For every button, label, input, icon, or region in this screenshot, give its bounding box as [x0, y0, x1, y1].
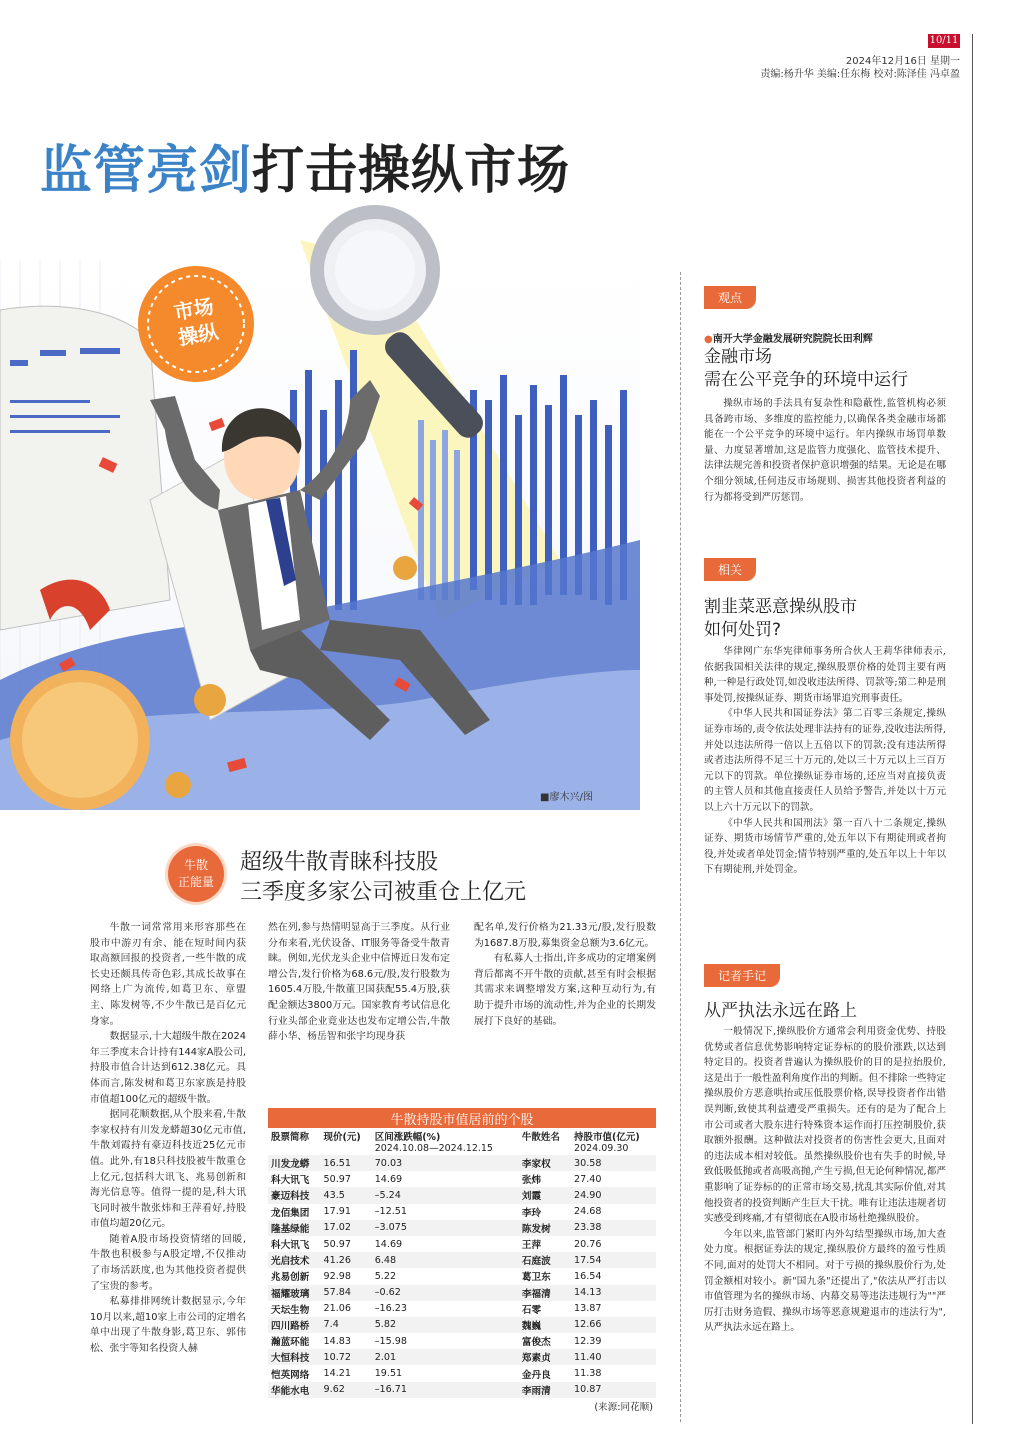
related-body — [704, 644, 946, 878]
cell-value: 14.13 — [571, 1285, 656, 1301]
cell-price: 14.21 — [323, 1368, 352, 1380]
cell-value: 12.39 — [574, 1335, 602, 1347]
col-header-value-label: 持股市值(亿元) — [574, 1132, 640, 1143]
cell-change: 2.01 — [372, 1349, 519, 1365]
cell-holder: 石庭波 — [519, 1252, 571, 1268]
illustration-credit: ■廖木兴/图 — [540, 792, 593, 803]
page-headline — [40, 128, 570, 203]
cell-holder: 李玲 — [521, 1207, 542, 1219]
page-edge-rule — [972, 34, 973, 1424]
cell-change: 19.51 — [374, 1368, 403, 1380]
cell-value: 24.90 — [571, 1187, 656, 1203]
table-row — [268, 1301, 656, 1317]
cell-holder: 魏巍 — [519, 1317, 571, 1333]
cell-holder: 金丹良 — [521, 1369, 551, 1381]
related-paragraph-1: 华律网广东华宪律师事务所合伙人王莉华律师表示,依据我国相关法律的规定,操纵股票价格的处罚主要有两种,一种是行政处罚,如没收违法所得、罚款等;第二种是刑事处罚,按操纵证券、期货市场罪追究刑事责任。 — [704, 646, 946, 704]
table-row — [268, 1333, 656, 1349]
table-row — [268, 1187, 656, 1203]
cell-price: 92.98 — [323, 1270, 352, 1282]
table-row — [268, 1171, 656, 1187]
cell-price: 57.84 — [321, 1285, 372, 1301]
cell-price: 10.72 — [321, 1349, 372, 1365]
cell-stock: 瀚蓝环能 — [271, 1337, 310, 1349]
cell-holder: 郑素贞 — [519, 1349, 571, 1365]
cell-value: 12.66 — [571, 1317, 656, 1333]
cell-stock: 川发龙蟒 — [268, 1155, 321, 1171]
cell-change: 6.48 — [372, 1252, 519, 1268]
feature-badge-line1: 牛散 — [183, 858, 208, 872]
bullet-dot-icon: ● — [704, 334, 713, 345]
stock-holdings-table — [268, 1108, 656, 1414]
feature-badge — [168, 846, 224, 902]
cell-change: –5.24 — [372, 1187, 519, 1203]
cell-value: 20.76 — [574, 1238, 602, 1250]
table-body — [268, 1155, 656, 1414]
table-row — [268, 1382, 656, 1398]
related-title — [704, 596, 857, 642]
feature-paragraph: 私募排排网统计数据显示,今年10月以来,超10家上市公司的定增名单中出现了牛散身影,葛卫东、郭伟松、张宇等知名投资人赫 — [90, 1296, 246, 1355]
cell-value: 11.40 — [571, 1349, 656, 1365]
table-source-row — [268, 1398, 656, 1414]
cell-change: 5.22 — [374, 1270, 397, 1282]
cell-holder: 陈发树 — [519, 1220, 571, 1236]
feature-badge-line2: 正能量 — [177, 875, 214, 889]
cell-value: 17.54 — [571, 1252, 656, 1268]
cell-price: 16.51 — [321, 1155, 372, 1171]
cell-holder: 富俊杰 — [521, 1337, 551, 1349]
col-header-change-label: 区间涨跌幅(%) — [374, 1132, 441, 1143]
cell-value: 10.87 — [571, 1382, 656, 1398]
related-tag: 相关 — [704, 558, 756, 581]
column-divider — [680, 272, 681, 1422]
cell-value: 16.54 — [574, 1270, 602, 1282]
cell-stock: 龙佰集团 — [271, 1207, 310, 1219]
cell-holder: 葛卫东 — [521, 1272, 551, 1284]
cell-stock: 科大讯飞 — [271, 1175, 310, 1187]
viewpoint-title — [704, 346, 908, 392]
cell-price: 21.06 — [323, 1303, 352, 1315]
table-row — [268, 1365, 656, 1381]
feature-paragraph: 配名单,发行价格为21.33元/股,发行股数为1687.8万股,募集资金总额为3.6亿元。 — [474, 922, 656, 949]
notes-title: 从严执法永远在路上 — [704, 1001, 857, 1021]
page-number-badge: 10/11 — [929, 35, 959, 46]
cell-stock: 豪迈科技 — [268, 1187, 321, 1203]
feature-column-2 — [268, 920, 450, 1045]
viewpoint-body — [704, 396, 946, 505]
cell-price: 17.02 — [321, 1220, 372, 1236]
cell-holder: 李家权 — [519, 1155, 571, 1171]
illustration-artwork — [0, 200, 640, 810]
cell-price: 41.26 — [321, 1252, 372, 1268]
viewpoint-title-line2: 需在公平竞争的环境中运行 — [704, 370, 908, 390]
viewpoint-author — [704, 330, 873, 345]
cell-value: 27.40 — [574, 1173, 602, 1185]
cell-price: 50.97 — [323, 1173, 352, 1185]
feature-paragraph: 随着A股市场投资情绪的回暖,牛散也积极参与A股定增,不仅推动了市场活跃度,也为其他投资者提供了宝贵的参考。 — [90, 1233, 246, 1292]
cell-change: 70.03 — [372, 1155, 519, 1171]
table-source: (来源:同花顺) — [594, 1401, 653, 1413]
cell-holder: 石零 — [521, 1304, 542, 1316]
cell-value: 13.87 — [574, 1303, 602, 1315]
table-row — [268, 1285, 656, 1301]
illustration-badge-line1: 市场 — [171, 293, 216, 325]
feature-paragraph: 牛散一词常常用来形容那些在股市中游刃有余、能在短时间内获取高额回报的投资者,一些牛散的成长史还颇具传奇色彩,其成长故事在网络上广为流传,如葛卫东、章盟主、陈发树等,不少牛散已是百亿元身家。 — [90, 922, 246, 1027]
table-row — [268, 1236, 656, 1252]
feature-column-1 — [90, 920, 246, 1357]
cell-stock: 光启技术 — [268, 1252, 321, 1268]
feature-title-line1: 超级牛散青睐科技股 — [240, 850, 439, 875]
table-row — [268, 1317, 656, 1333]
cell-value: 23.38 — [571, 1220, 656, 1236]
viewpoint-title-line1: 金融市场 — [704, 347, 772, 367]
cell-value: 30.58 — [571, 1155, 656, 1171]
cell-holder: 李福清 — [519, 1285, 571, 1301]
notes-paragraph-1: 一般情况下,操纵股价方通常会利用资金优势、持股优势或者信息优势影响特定证券标的的股价涨跌,以达到特定目的。投资者普遍认为操纵股价的目的是拉抬股价,这是出于一般性盈利角度作出的判断。但不排除一些特定操纵股价方恶意哄抬或压低股票价格,误导投资者作出错误判断,致使其利益遭受严重损失。还有的是为了配合上市公司或者大股东进行特殊资本运作而打压控制股价,获取额外报酬。这种做法对投资者的伤害性会更大,且面对的违法成本相对较低。虽然操纵股价也有失手的时候,导致低吸低抛或者高吸高抛,产生亏损,但无论何种情况,都严重影响了证券标的的正常市场交易,扰乱其实际价值,对其他投资者的投资判断产生巨大干扰。唯有让违法违规者切实感受到疼痛,才有望彻底在A股市场杜绝操纵股价。 — [704, 1026, 946, 1225]
cell-stock: 福耀玻璃 — [268, 1285, 321, 1301]
cell-price: 50.97 — [323, 1238, 352, 1250]
cell-change: –15.98 — [374, 1335, 407, 1347]
notes-paragraph-2: 今年以来,监管部门紧盯内外勾结型操纵市场,加大查处力度。根据证券法的规定,操纵股价方最终的盈亏性质不同,面对的处罚大不相同。对于亏损的操纵股价行为,处罚金额相对较小。新"国九条"还提出了,"依法从严打击以市值管理为名的操纵市场、内幕交易等违法违规行为""严厉打击财务造假、操纵市场等恶意规避退市的违法行为",从严执法永远在路上。 — [704, 1228, 946, 1334]
cell-change: –12.51 — [374, 1206, 407, 1218]
feature-column-3 — [474, 920, 656, 1029]
related-title-line1: 割韭菜恶意操纵股市 — [704, 597, 857, 617]
col-header-price: 现价(元) — [323, 1132, 361, 1143]
cell-price: 17.91 — [323, 1206, 352, 1218]
cell-stock: 恺英网络 — [271, 1369, 310, 1381]
cell-holder: 王萍 — [521, 1240, 542, 1252]
related-title-line2: 如何处罚? — [704, 620, 782, 640]
feature-paragraph: 数据显示,十大超级牛散在2024年三季度末合计持有144家A股公司,持股市值合计达到612.38亿元。具体而言,陈发树和葛卫东家族是持股市值超100亿元的超级牛散。 — [90, 1031, 246, 1105]
table-row — [268, 1155, 656, 1171]
cell-change: –16.71 — [372, 1382, 519, 1398]
cell-stock: 大恒科技 — [268, 1349, 321, 1365]
cell-price: 9.62 — [321, 1382, 372, 1398]
col-header-name: 股票简称 — [271, 1132, 310, 1143]
headline-blue-part: 监管亮剑 — [40, 140, 253, 201]
table-row — [268, 1268, 656, 1284]
cell-change: 14.69 — [374, 1238, 403, 1250]
feature-paragraph: 据同花顺数据,从个股来看,牛散李家权持有川发龙蟒超30亿元市值,牛散刘霞持有豪迈科技近25亿元市值。此外,有18只科技股被牛散重仓上亿元,包括科大讯飞、兆易创新和海光信息等。值得一提的是,科大讯飞同时被牛散张炜和王萍看好,持股市值均超20亿元。 — [90, 1109, 246, 1230]
cell-price: 7.4 — [321, 1317, 372, 1333]
cell-change: 5.82 — [372, 1317, 519, 1333]
feature-paragraph: 有私募人士指出,许多成功的定增案例背后都离不开牛散的贡献,甚至有时会根据其需求来调整增发方案,这种互动行为,有助于提升市场的流动性,并为企业的长期发展打下良好的基础。 — [474, 953, 656, 1027]
cell-price: 14.83 — [323, 1335, 352, 1347]
table-row — [268, 1252, 656, 1268]
issue-date: 2024年12月16日 星期一 — [845, 56, 960, 67]
cell-change: –0.62 — [372, 1285, 519, 1301]
viewpoint-paragraph: 操纵市场的手法具有复杂性和隐蔽性,监管机构必须具备跨市场、多维度的监控能力,以确保各类金融市场都能在一个公平竞争的环境中运行。年内操纵市场罚单数量、力度显著增加,这是监管力度强化、监管技术提升、法律法规完善和投资者保护意识增强的结果。无论是在哪个细分领域,任何违反市场规则、损害其他投资者利益的行为都将受到严厉惩罚。 — [704, 398, 946, 503]
table-row — [268, 1349, 656, 1365]
feature-headline — [240, 848, 526, 908]
table-row — [268, 1204, 656, 1220]
editor-credits: 责编:杨升华 美编:任东梅 校对:陈泽佳 冯卓盈 — [760, 69, 960, 80]
cell-stock: 兆易创新 — [271, 1272, 310, 1284]
table-row — [268, 1220, 656, 1236]
viewpoint-tag: 观点 — [704, 286, 756, 309]
cell-change: –3.075 — [372, 1220, 519, 1236]
cell-holder: 张炜 — [521, 1175, 542, 1187]
cell-value: 24.68 — [574, 1206, 602, 1218]
table-title: 牛散持股市值居前的个股 — [268, 1108, 656, 1128]
cell-price: 43.5 — [321, 1187, 372, 1203]
col-header-value — [571, 1128, 656, 1155]
col-header-change — [372, 1128, 519, 1155]
cell-value: 11.38 — [574, 1368, 602, 1380]
notes-body — [704, 1024, 946, 1336]
related-paragraph-2: 《中华人民共和国证券法》第二百零三条规定,操纵证券市场的,责令依法处理非法持有的证券,没收违法所得,并处以违法所得一倍以上五倍以下的罚款;没有违法所得或者违法所得不足三十万元的,处以三十万元以上三百万元以下的罚款。单位操纵证券市场的,还应当对直接负责的主管人员和其他直接责任人员给予警告,并处以十万元以上六十万元以下的罚款。 — [704, 708, 946, 813]
cell-holder: 李雨清 — [519, 1382, 571, 1398]
related-paragraph-3: 《中华人民共和国刑法》第一百八十二条规定,操纵证券、期货市场情节严重的,处五年以下有期徒刑或者拘役,并处或者单处罚金;情节特别严重的,处五年以上十年以下有期徒刑,并处罚金。 — [704, 817, 946, 876]
col-header-value-date: 2024.09.30 — [574, 1143, 629, 1154]
cartoon-illustration — [0, 200, 640, 810]
cell-stock: 天坛生物 — [271, 1304, 310, 1316]
feature-title-line2: 三季度多家公司被重仓上亿元 — [240, 880, 527, 905]
cell-change: 14.69 — [374, 1173, 403, 1185]
cell-holder: 刘霞 — [519, 1187, 571, 1203]
cell-stock: 华能水电 — [268, 1382, 321, 1398]
headline-black-part: 打击操纵市场 — [252, 140, 571, 201]
cell-stock: 科大讯飞 — [271, 1240, 310, 1252]
col-header-holder: 牛散姓名 — [521, 1132, 560, 1143]
col-header-change-period: 2024.10.08—2024.12.15 — [374, 1143, 493, 1154]
cell-stock: 四川路桥 — [268, 1317, 321, 1333]
feature-paragraph: 然在列,参与热情明显高于三季度。从行业分布来看,光伏设备、IT服务等备受牛散青睐。例如,光伏龙头企业中信博近日发布定增公告,发行价格为68.6元/股,发行股数为1605.4万股,牛散董卫国获配55.4万股,获配金额达3800万元。国家教育考试信息化行业头部企业竟业达也发布定增公告,牛散薛小华、杨岳智和张宇均现身获 — [268, 922, 450, 1043]
notes-tag: 记者手记 — [704, 964, 780, 987]
viewpoint-author-text: 南开大学金融发展研究院院长田利辉 — [712, 334, 873, 345]
cell-stock: 隆基绿能 — [268, 1220, 321, 1236]
illustration-badge-line2: 操纵 — [176, 319, 221, 351]
cell-change: –16.23 — [374, 1303, 407, 1315]
